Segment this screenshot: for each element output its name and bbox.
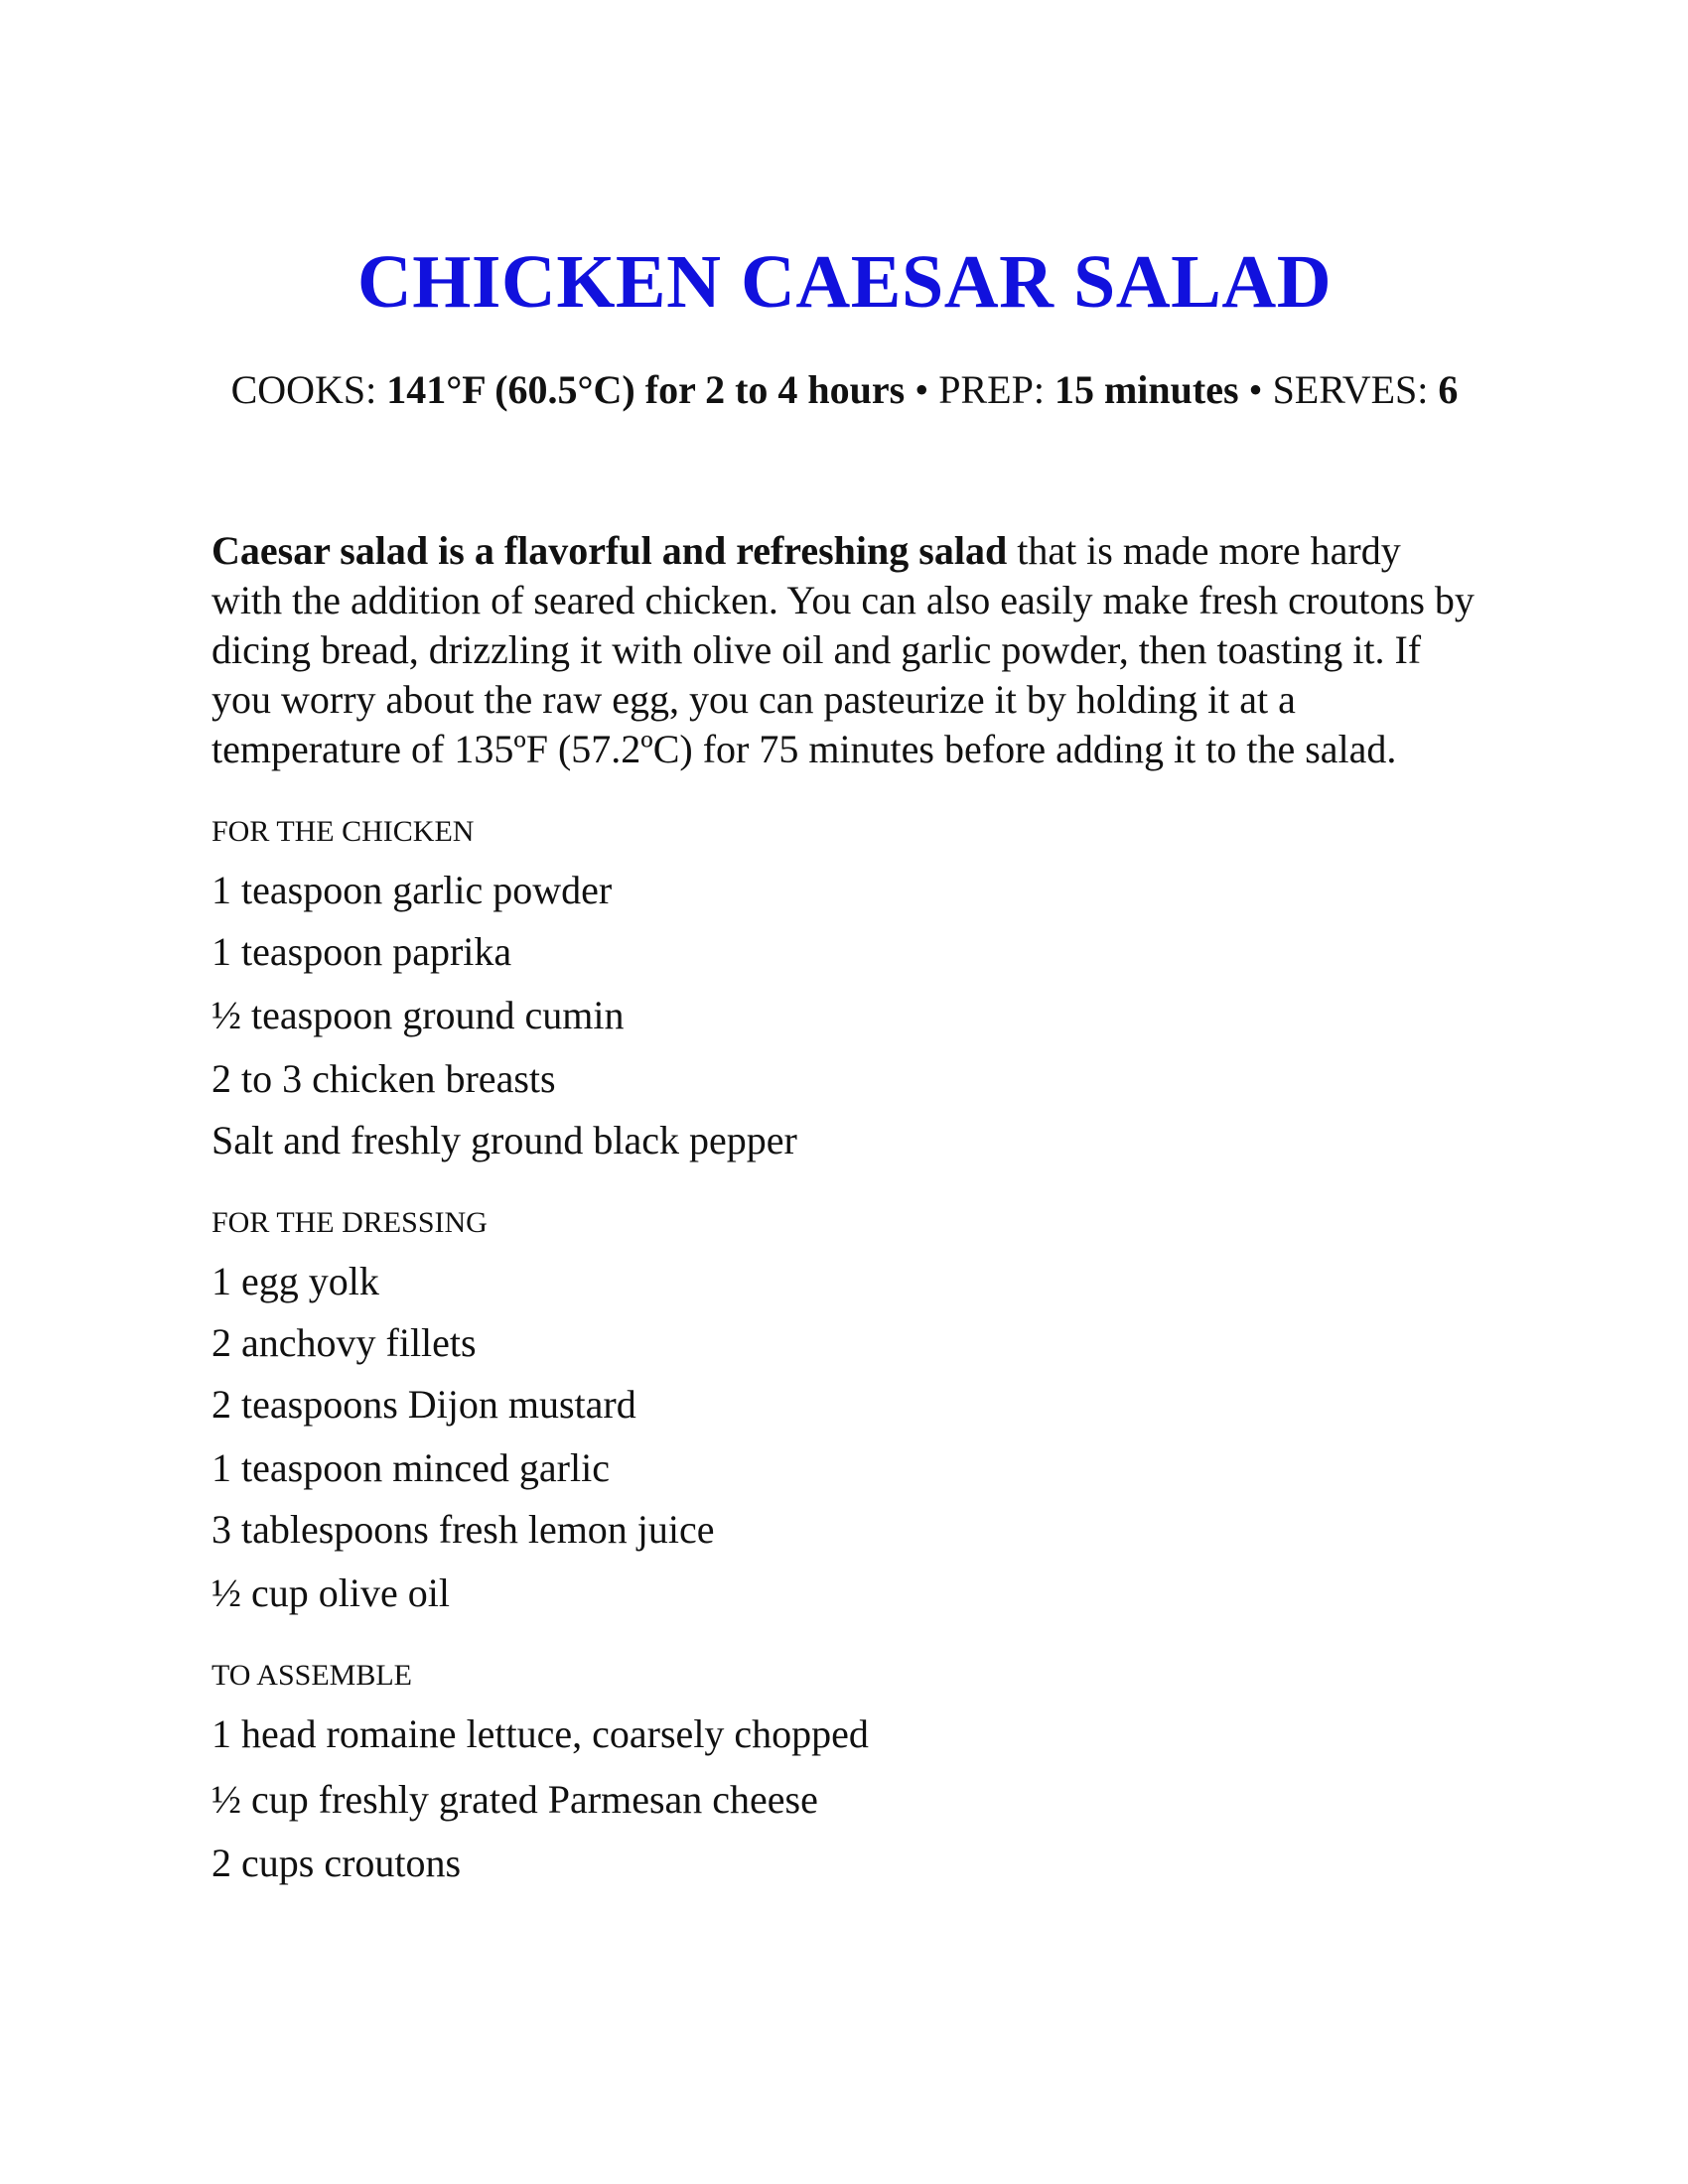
serves-value: 6 xyxy=(1438,367,1459,412)
ingredient-item: ½ teaspoon ground cumin xyxy=(211,993,625,1037)
ingredient-item: ½ cup freshly grated Parmesan cheese xyxy=(211,1777,818,1822)
prep-value: 15 minutes xyxy=(1054,367,1239,412)
intro-body: that is made more hardy with the addition of seared chicken. You can also easily make fresh croutons by dicing bread, drizzling it with olive oil and garlic powder, then toasting it. If you worry about the raw egg, you can pasteurize it by holding it at a temperature of 135ºF (57.2ºC) for 75 minutes before adding it to the salad. xyxy=(211,528,1475,771)
ingredient-item: 1 egg yolk xyxy=(211,1259,379,1303)
ingredient-item: 2 anchovy fillets xyxy=(211,1320,477,1365)
ingredient-item: 2 teaspoons Dijon mustard xyxy=(211,1382,636,1427)
intro-lead: Caesar salad is a flavorful and refreshing salad xyxy=(211,528,1008,573)
ingredient-item: 1 head romaine lettuce, coarsely chopped xyxy=(211,1711,869,1756)
recipe-intro xyxy=(211,526,1477,774)
ingredient-item: 1 teaspoon garlic powder xyxy=(211,868,613,912)
meta-separator: • xyxy=(1238,367,1273,412)
ingredient-item: Salt and freshly ground black pepper xyxy=(211,1118,797,1162)
section-label-chicken: FOR THE CHICKEN xyxy=(211,815,475,848)
meta-separator: • xyxy=(905,367,939,412)
ingredient-item: 2 cups croutons xyxy=(211,1841,462,1885)
recipe-meta xyxy=(211,365,1477,415)
ingredient-item: 2 to 3 chicken breasts xyxy=(211,1056,556,1101)
section-label-assemble: TO ASSEMBLE xyxy=(211,1659,412,1692)
cooks-label: COOKS: xyxy=(230,367,387,412)
ingredient-item: 1 teaspoon minced garlic xyxy=(211,1445,610,1490)
ingredient-item: 1 teaspoon paprika xyxy=(211,929,512,974)
cooks-value: 141°F (60.5°C) for 2 to 4 hours xyxy=(386,367,906,412)
recipe-page xyxy=(211,0,1477,2184)
serves-label: SERVES: xyxy=(1272,367,1439,412)
ingredient-item: ½ cup olive oil xyxy=(211,1570,450,1615)
section-label-dressing: FOR THE DRESSING xyxy=(211,1206,488,1239)
ingredient-item: 3 tablespoons fresh lemon juice xyxy=(211,1507,715,1552)
prep-label: PREP: xyxy=(938,367,1055,412)
recipe-title: CHICKEN CAESAR SALAD xyxy=(356,240,1333,324)
